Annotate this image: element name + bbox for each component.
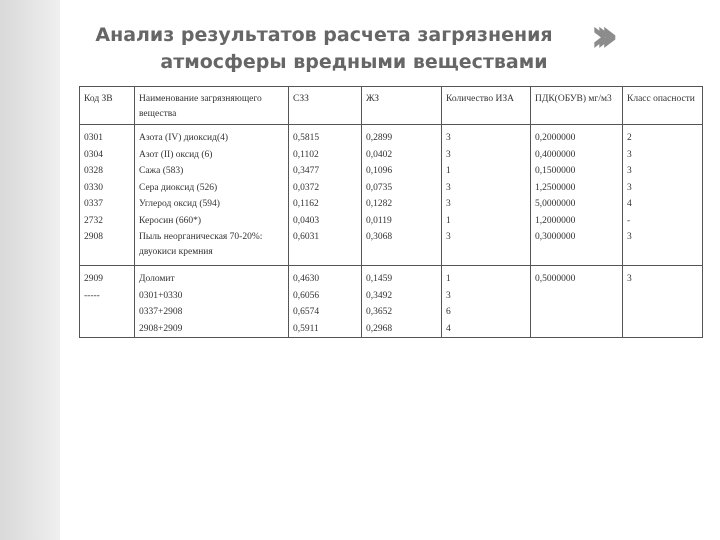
- header-pdk: ПДК(ОБУВ) мг/м3: [531, 87, 623, 125]
- cell-name: Сажа (583): [135, 163, 289, 180]
- table-row: [80, 147, 703, 164]
- cell-name: 0337+2908: [135, 304, 289, 321]
- cell-name: Пыль неорганическая 70-20%: двуокиси кремния: [135, 229, 289, 266]
- cell-name: Керосин (660*): [135, 213, 289, 230]
- cell-class: 3: [623, 266, 703, 288]
- cell-class: [623, 321, 703, 338]
- cell-name: Доломит: [135, 266, 289, 288]
- cell-iza: 6: [442, 304, 531, 321]
- cell-pdk: 1,2500000: [531, 180, 623, 197]
- cell-szz: 0,6056: [289, 288, 362, 305]
- cell-zhz: 0,1282: [362, 196, 442, 213]
- cell-iza: 3: [442, 125, 531, 147]
- table-row: [80, 288, 703, 305]
- cell-pdk: 0,5000000: [531, 266, 623, 288]
- pollution-table: [79, 86, 703, 338]
- table-row: [80, 229, 703, 266]
- cell-zhz: 0,3068: [362, 229, 442, 266]
- cell-code: 2909: [80, 266, 135, 288]
- cell-code: [80, 304, 135, 321]
- cell-class: [623, 304, 703, 321]
- table-row: [80, 304, 703, 321]
- cell-pdk: 0,4000000: [531, 147, 623, 164]
- header-iza: Количество ИЗА: [442, 87, 531, 125]
- cell-szz: 0,1162: [289, 196, 362, 213]
- cell-zhz: 0,3652: [362, 304, 442, 321]
- table-header-row: [80, 87, 703, 125]
- cell-iza: 4: [442, 321, 531, 338]
- cell-iza: 1: [442, 213, 531, 230]
- cell-pdk: 0,3000000: [531, 229, 623, 266]
- cell-pdk: 0,1500000: [531, 163, 623, 180]
- cell-name: Сера диоксид (526): [135, 180, 289, 197]
- cell-zhz: 0,0735: [362, 180, 442, 197]
- cell-zhz: 0,1459: [362, 266, 442, 288]
- cell-class: -: [623, 213, 703, 230]
- cell-zhz: 0,1096: [362, 163, 442, 180]
- table-row: [80, 196, 703, 213]
- cell-szz: 0,5911: [289, 321, 362, 338]
- cell-pdk: [531, 321, 623, 338]
- cell-code: 0301: [80, 125, 135, 147]
- cell-iza: 3: [442, 180, 531, 197]
- header-code: Код ЗВ: [80, 87, 135, 125]
- cell-pdk: 5,0000000: [531, 196, 623, 213]
- cell-pdk: 0,2000000: [531, 125, 623, 147]
- cell-code: 2732: [80, 213, 135, 230]
- slide-left-band: [0, 0, 60, 540]
- cell-pdk: 1,2000000: [531, 213, 623, 230]
- cell-iza: 3: [442, 147, 531, 164]
- cell-code: 0337: [80, 196, 135, 213]
- cell-pdk: [531, 288, 623, 305]
- table-row: [80, 180, 703, 197]
- cell-szz: 0,3477: [289, 163, 362, 180]
- cell-code: 2908: [80, 229, 135, 266]
- cell-zhz: 0,0402: [362, 147, 442, 164]
- table-row: [80, 213, 703, 230]
- cell-code: -----: [80, 288, 135, 305]
- cell-szz: 0,0372: [289, 180, 362, 197]
- cell-iza: 3: [442, 229, 531, 266]
- cell-class: 2: [623, 125, 703, 147]
- table-row: [80, 266, 703, 288]
- cell-name: Углерод оксид (594): [135, 196, 289, 213]
- cell-code: 0330: [80, 180, 135, 197]
- cell-iza: 3: [442, 288, 531, 305]
- cell-class: 3: [623, 147, 703, 164]
- cell-szz: 0,0403: [289, 213, 362, 230]
- cell-name: Азот (II) оксид (6): [135, 147, 289, 164]
- cell-zhz: 0,2968: [362, 321, 442, 338]
- cell-name: 0301+0330: [135, 288, 289, 305]
- cell-zhz: 0,3492: [362, 288, 442, 305]
- cell-class: 4: [623, 196, 703, 213]
- cell-szz: 0,4630: [289, 266, 362, 288]
- cell-zhz: 0,2899: [362, 125, 442, 147]
- chevrons-icon: ›››: [590, 8, 605, 62]
- cell-class: 3: [623, 229, 703, 266]
- cell-iza: 1: [442, 266, 531, 288]
- cell-pdk: [531, 304, 623, 321]
- cell-szz: 0,1102: [289, 147, 362, 164]
- slide-title-line-1: Анализ результатов расчета загрязнения: [95, 24, 553, 46]
- cell-szz: 0,6031: [289, 229, 362, 266]
- cell-name: 2908+2909: [135, 321, 289, 338]
- header-class: Класс опасности: [623, 87, 703, 125]
- cell-szz: 0,6574: [289, 304, 362, 321]
- cell-iza: 3: [442, 196, 531, 213]
- cell-code: [80, 321, 135, 338]
- header-szz: СЗЗ: [289, 87, 362, 125]
- cell-class: [623, 288, 703, 305]
- cell-zhz: 0,0119: [362, 213, 442, 230]
- cell-code: 0328: [80, 163, 135, 180]
- cell-class: 3: [623, 163, 703, 180]
- header-name: Наименование загрязняющего вещества: [135, 87, 289, 125]
- cell-name: Азота (IV) диоксид(4): [135, 125, 289, 147]
- cell-szz: 0,5815: [289, 125, 362, 147]
- slide-title: [60, 22, 588, 76]
- cell-iza: 1: [442, 163, 531, 180]
- table-row: [80, 321, 703, 338]
- table-row: [80, 163, 703, 180]
- slide-title-line-2: атмосферы вредными веществами: [160, 51, 548, 73]
- cell-code: 0304: [80, 147, 135, 164]
- cell-class: 3: [623, 180, 703, 197]
- table-row: [80, 125, 703, 147]
- header-zhz: ЖЗ: [362, 87, 442, 125]
